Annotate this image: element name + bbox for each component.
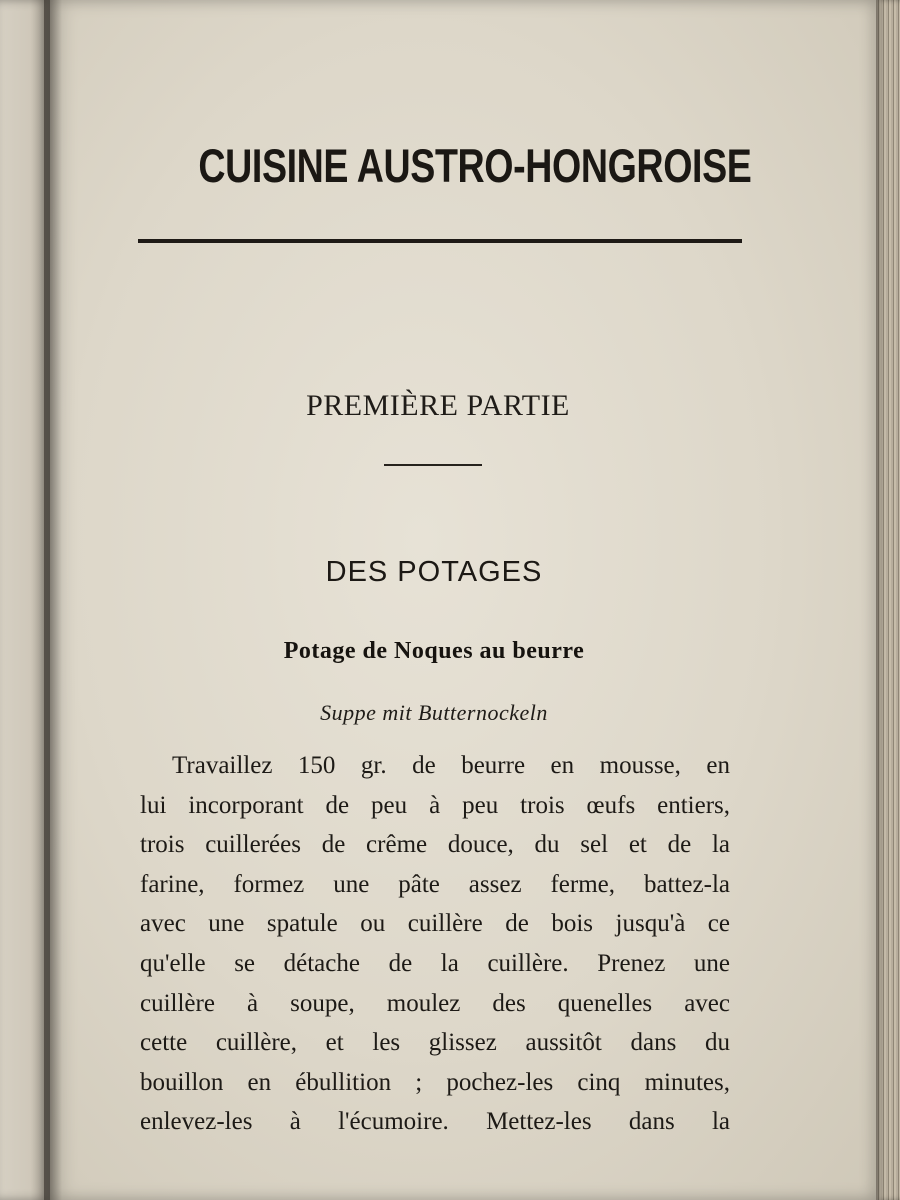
stacked-page-edges bbox=[876, 0, 900, 1200]
section-heading: DES POTAGES bbox=[325, 556, 543, 588]
body-line: cuillère à soupe, moulez des quenelles avec bbox=[140, 989, 730, 1017]
body-line: avec une spatule ou cuillère de bois jusqu'à ce bbox=[140, 910, 730, 938]
body-line: qu'elle se détache de la cuillère. Prenez une bbox=[140, 949, 730, 977]
body-line: trois cuillerées de crême douce, du sel et de la bbox=[140, 831, 730, 859]
body-line: cette cuillère, et les glissez aussitôt dans du bbox=[140, 1029, 730, 1057]
part-rule bbox=[384, 464, 482, 466]
body-line: bouillon en ébullition ; pochez-les cinq minutes, bbox=[140, 1068, 730, 1096]
recipe-body bbox=[140, 746, 730, 1142]
left-page-edge bbox=[0, 0, 50, 1200]
part-heading: PREMIÈRE PARTIE bbox=[306, 389, 570, 422]
body-line: farine, formez une pâte assez ferme, battez-la bbox=[140, 870, 730, 898]
recipe-subtitle: Suppe mit Butternockeln bbox=[320, 700, 548, 725]
main-title: CUISINE AUSTRO-HONGROISE bbox=[198, 139, 752, 192]
body-line: Travaillez 150 gr. de beurre en mousse, en bbox=[172, 752, 730, 779]
book-gutter bbox=[44, 0, 62, 1200]
title-rule bbox=[138, 239, 742, 243]
body-line: lui incorporant de peu à peu trois œufs entiers, bbox=[140, 791, 730, 819]
body-line: enlevez-les à l'écumoire. Mettez-les dans la bbox=[140, 1108, 730, 1136]
recipe-title: Potage de Noques au beurre bbox=[283, 638, 585, 664]
